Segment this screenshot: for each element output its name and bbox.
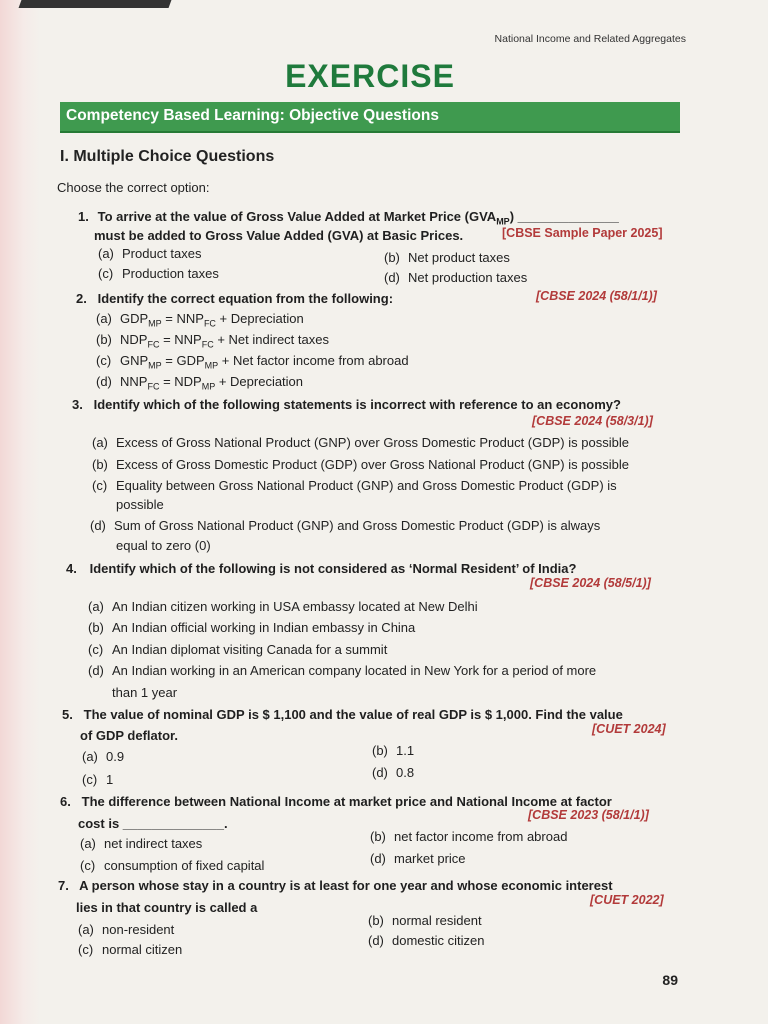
source-tag: [CBSE Sample Paper 2025]	[502, 226, 663, 240]
option-a: (a) Product taxes	[98, 246, 202, 261]
question-stem: A person whose stay in a country is at least for one year and whose economic interest	[79, 878, 613, 893]
question-5	[62, 705, 623, 724]
question-stem-line2: must be added to Gross Value Added (GVA) at Basic Prices.	[94, 228, 464, 243]
option-a: (a) An Indian citizen working in USA embassy located at New Delhi	[88, 599, 478, 614]
question-stem-line2: cost is ______________.	[78, 816, 228, 831]
option-a: (a) Excess of Gross National Product (GNP) over Gross Domestic Product (GDP) is possible	[92, 435, 629, 450]
option-b: (b) net factor income from abroad	[370, 829, 568, 844]
question-stem: Identify which of the following is not considered as ‘Normal Resident’ of India?	[89, 561, 577, 576]
question-number: 3.	[72, 397, 83, 412]
option-d-line2: than 1 year	[112, 685, 178, 700]
question-stem: Identify the correct equation from the following:	[97, 291, 394, 306]
option-b: (b) 1.1	[372, 743, 415, 758]
option-d: (d) An Indian working in an American company located in New York for a period of more	[88, 663, 597, 678]
option-c: (c) Equality between Gross National Product (GNP) and Gross Domestic Product (GDP) is	[92, 478, 617, 493]
section-heading: I. Multiple Choice Questions	[60, 148, 275, 165]
instruction-text: Choose the correct option:	[57, 180, 210, 195]
option-c: (c) Production taxes	[98, 266, 219, 281]
question-7	[58, 876, 613, 895]
question-stem-line2: lies in that country is called a	[76, 900, 258, 915]
option-a: (a) non-resident	[78, 922, 175, 937]
option-b: (b) Net product taxes	[384, 250, 510, 265]
option-b: (b) Excess of Gross Domestic Product (GDP) over Gross National Product (GNP) is possible	[92, 457, 629, 472]
option-d: (d) 0.8	[372, 765, 415, 780]
option-d: (d) market price	[370, 851, 466, 866]
question-2	[76, 289, 393, 308]
option-c: (c) An Indian diplomat visiting Canada for a summit	[88, 642, 388, 657]
source-tag: [CUET 2022]	[590, 893, 664, 907]
question-stem-line2: of GDP deflator.	[80, 728, 178, 743]
option-c-line2: possible	[116, 497, 164, 512]
question-4	[66, 559, 576, 578]
question-number: 5.	[62, 707, 73, 722]
option-c: (c) 1	[82, 772, 114, 787]
option-a: (a) net indirect taxes	[80, 836, 203, 851]
option-c: (c) $GNP_{MP} = GDP_{MP}$ + Net factor income from abroad	[96, 353, 409, 371]
option-a: (a) $GDP_{MP} = NNP_{FC}$ + Depreciation	[96, 311, 304, 329]
option-d: (d) Sum of Gross National Product (GNP) and Gross Domestic Product (GDP) is always	[90, 518, 601, 533]
question-number: 6.	[60, 794, 71, 809]
page-title: EXERCISE	[285, 58, 455, 94]
option-b: (b) $NDP_{FC} = NNP_{FC}$ + Net indirect taxes	[96, 332, 329, 350]
option-b: (b) An Indian official working in Indian embassy in China	[88, 620, 416, 635]
top-edge-mark	[19, 0, 172, 8]
option-d: (d) Net production taxes	[384, 270, 528, 285]
question-stem: The value of nominal GDP is $ 1,100 and the value of real GDP is $ 1,000. Find the value	[83, 707, 623, 722]
question-stem: To arrive at the value of Gross Value Added at Market Price $(GVA_{MP})$ ______________	[97, 209, 619, 227]
option-d-line2: equal to zero (0)	[116, 538, 211, 553]
question-3	[72, 395, 621, 414]
page-edge-shadow	[0, 0, 40, 1024]
option-d: (d) $NNP_{FC} = NDP_{MP}$ + Depreciation	[96, 374, 304, 392]
option-d: (d) domestic citizen	[368, 933, 485, 948]
question-stem: The difference between National Income at market price and National Income at factor	[81, 794, 612, 809]
question-number: 1.	[78, 209, 89, 224]
banner-text: Competency Based Learning: Objective Questions	[66, 107, 439, 124]
option-c: (c) consumption of fixed capital	[80, 858, 265, 873]
source-tag: [CBSE 2024 (58/1/1)]	[536, 289, 657, 303]
source-tag: [CBSE 2024 (58/5/1)]	[530, 576, 651, 590]
option-a: (a) 0.9	[82, 749, 125, 764]
running-head: National Income and Related Aggregates	[494, 33, 686, 45]
question-number: 4.	[66, 561, 77, 576]
source-tag: [CBSE 2024 (58/3/1)]	[532, 414, 653, 428]
source-tag: [CUET 2024]	[592, 722, 666, 736]
page-number: 89	[662, 972, 678, 988]
option-b: (b) normal resident	[368, 913, 482, 928]
question-number: 2.	[76, 291, 87, 306]
section-banner	[60, 102, 680, 133]
source-tag: [CBSE 2023 (58/1/1)]	[528, 808, 649, 822]
question-stem: Identify which of the following statements is incorrect with reference to an economy?	[93, 397, 621, 412]
question-number: 7.	[58, 878, 69, 893]
option-c: (c) normal citizen	[78, 942, 183, 957]
